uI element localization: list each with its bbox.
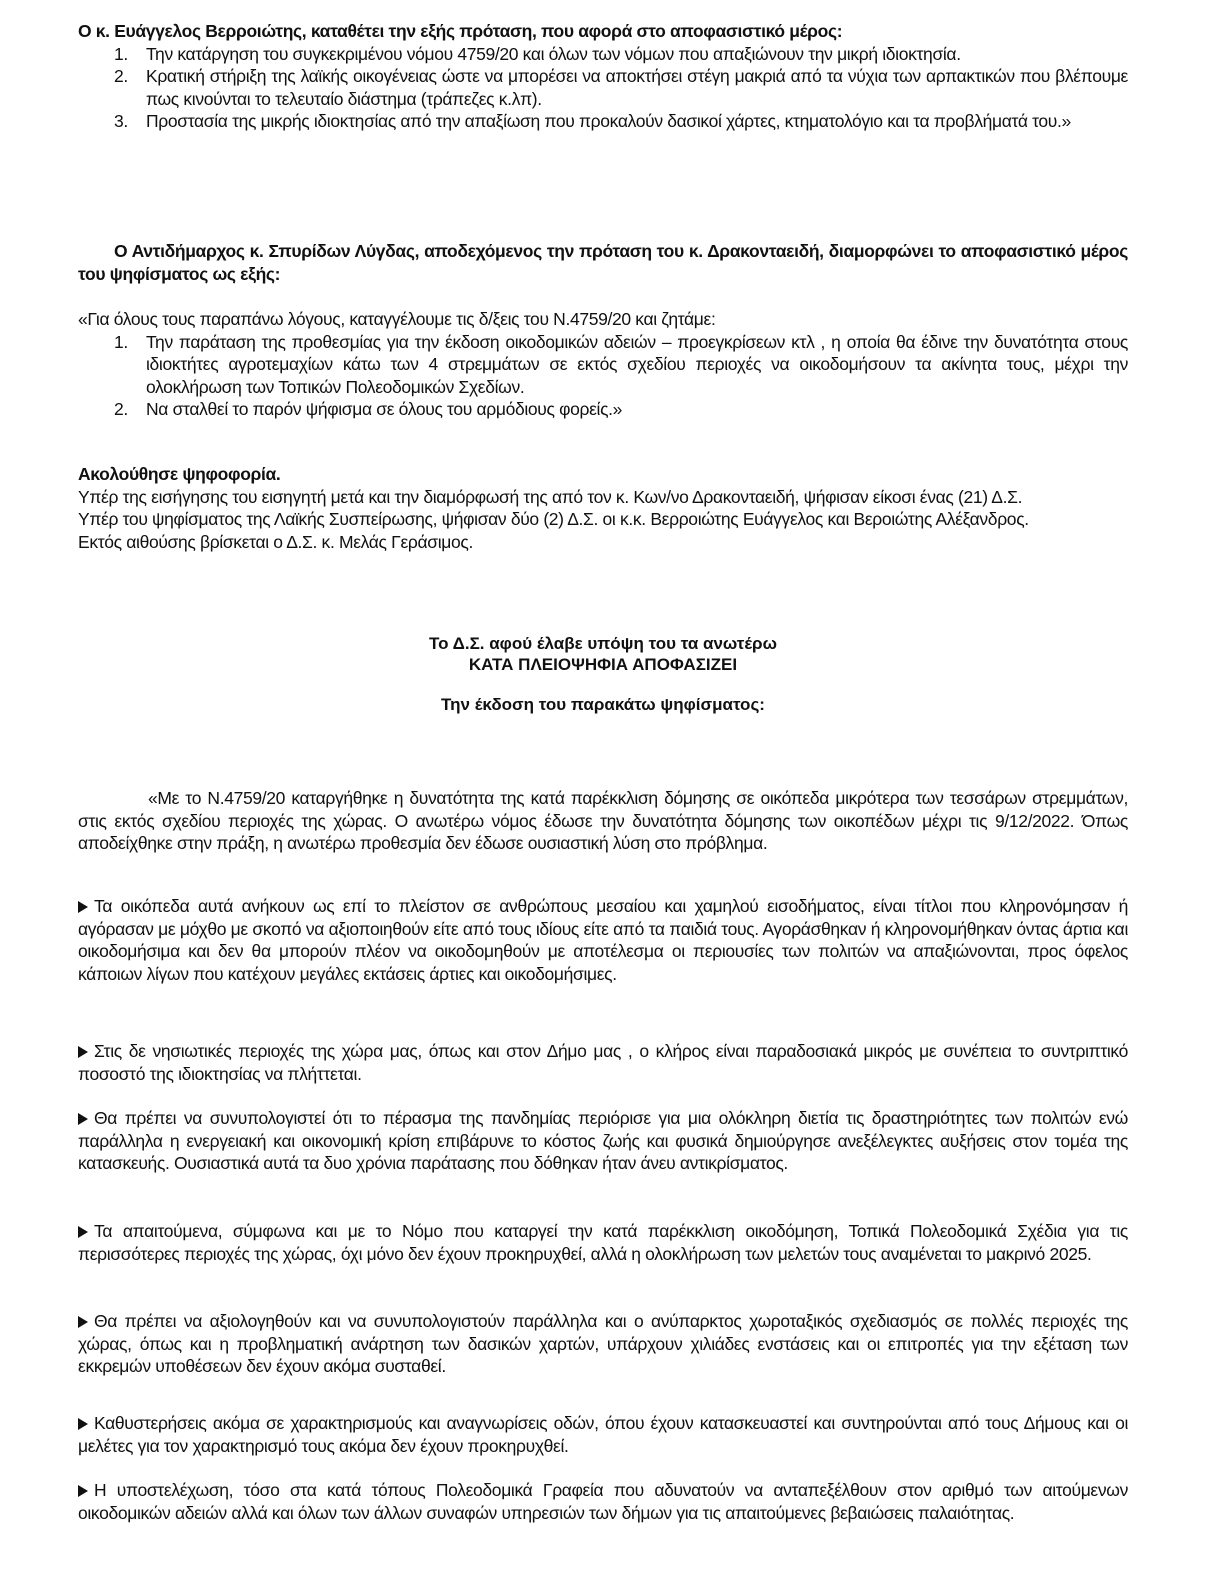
decision-line: Το Δ.Σ. αφού έλαβε υπόψη του τα ανωτέρω (429, 634, 777, 653)
list-item: 2. Κρατική στήριξη της λαϊκής οικογένειας ώστε να μπορέσει να αποκτήσει στέγη μακριά από τα νύχια των αρπακτικών που βλέπουμε πως κινούνται το τελευταίο διάστημα (τράπεζες κ.λπ). (114, 66, 1128, 109)
bullet-paragraph: Θα πρέπει να αξιολογηθούν και να συνυπολογιστούν παράλληλα και ο ανύπαρκτος χωροταξικός σχεδιασμός σε πολλές περιοχές της χώρας, όπως και η προβληματική ανάρτηση των δασικών χαρτών, υπάρχουν χιλιάδες ενστάσεις και οι επιτροπές για την εξέταση των εκκρεμών υποθέσεων δεν έχουν ακόμα συσταθεί. (78, 1311, 1128, 1376)
list-item: 1. Την κατάργηση του συγκεκριμένου νόμου 4759/20 και όλων των νόμων που απαξιώνουν την μικρή ιδιοκτησία. (114, 43, 961, 64)
vote-heading: Ακολούθησε ψηφοφορία. (78, 464, 281, 484)
list-item: 1. Την παράταση της προθεσμίας για την έκδοση οικοδομικών αδειών – προεγκρίσεων κτλ , η οποία θα έδινε την δυνατότητα στους ιδιοκτήτες αγροτεμαχίων κάτω των 4 στρεμμάτων σε εκτός σχεδίου περιοχές να οικοδομήσουν τα ακίνητα τους, μέχρι την ολοκλήρωση των Τοπικών Πολεοδομικών Σχεδίων. (114, 331, 1128, 397)
triangle-bullet-icon (78, 1046, 88, 1058)
vote-line: Υπέρ του ψηφίσματος της Λαϊκής Συσπείρωσης, ψήφισαν δύο (2) Δ.Σ. οι κ.κ. Βερροιώτης Ευάγγελος και Βεροιώτης Αλέξανδρος. (78, 509, 1029, 529)
bullet-paragraph: Θα πρέπει να συνυπολογιστεί ότι το πέρασμα της πανδημίας περιόρισε για μια ολόκληρη διετία τις δραστηριότητες των πολιτών ενώ παράλληλα η ενεργειακή και οικονομική κρίση επιβάρυνε το κόστος ζωής και φυσικά δημιούργησε ανεξέλεγκτες αυξήσεις στον τομέα της κατασκευής. Ουσιαστικά αυτά τα δυο χρόνια παράτασης που δόθηκαν ήταν άνευ αντικρίσματος. (78, 1108, 1128, 1173)
bullet-paragraph: Τα απαιτούμενα, σύμφωνα και με το Νόμο που καταργεί την κατά παρέκκλιση οικοδόμηση, Τοπικά Πολεοδομικά Σχέδια για τις περισσότερες περιοχές της χώρας, όχι μόνο δεν έχουν προκηρυχθεί, αλλά η ολοκλήρωση των μελετών τους αναμένεται το μακρινό 2025. (78, 1221, 1128, 1264)
deputy-mayor-section (78, 240, 1128, 421)
resolution-body (78, 787, 1128, 855)
proposal-heading: Ο κ. Ευάγγελος Βερροιώτης, καταθέτει την εξής πρόταση, που αφορά στο αποφασιστικό μέρος: (78, 21, 843, 41)
triangle-bullet-icon (78, 1485, 88, 1497)
resolution-paragraph: «Με το Ν.4759/20 καταργήθηκε η δυνατότητα της κατά παρέκκλιση δόμησης σε οικόπεδα μικρότερα των τεσσάρων στρεμμάτων, στις εκτός σχεδίου περιοχές της χώρας. Ο ανωτέρω νόμος έδωσε την δυνατότητα δόμησης των οικοπέδων μέχρι τις 9/12/2022. Όπως αποδείχθηκε στην πράξη, η ανωτέρω προθεσμία δεν έδωσε ουσιαστική λύση στο πρόβλημα. (78, 788, 1128, 853)
proposal-section (78, 20, 1128, 133)
proposal-list (78, 43, 1128, 133)
bullet-paragraph: Στις δε νησιωτικές περιοχές της χώρα μας, όπως και στον Δήμο μας , ο κλήρος είναι παραδοσιακά μικρός με συνέπεια το συντριπτικό ποσοστό της ιδιοκτησίας να πλήττεται. (78, 1041, 1128, 1084)
resolution-intro: «Για όλους τους παραπάνω λόγους, καταγγέλουμε τις δ/ξεις του Ν.4759/20 και ζητάμε: (78, 309, 716, 329)
demands-list (78, 331, 1128, 421)
triangle-bullet-icon (78, 1226, 88, 1238)
decision-verdict: ΚΑΤΑ ΠΛΕΙΟΨΗΦΙΑ ΑΠΟΦΑΣΙΖΕΙ (468, 655, 738, 674)
deputy-mayor-heading: Ο Αντιδήμαρχος κ. Σπυρίδων Λύγδας, αποδεχόμενος την πρόταση του κ. Δρακονταειδή, διαμορφώνει το αποφασιστικό μέρος του ψηφίσματος ως εξής: (78, 241, 1128, 284)
bullet-paragraph: Καθυστερήσεις ακόμα σε χαρακτηρισμούς και αναγνωρίσεις οδών, όπου έχουν κατασκευαστεί και συντηρούνται από τους Δήμους και οι μελέτες για τον χαρακτηρισμό τους ακόμα δεν έχουν προκηρυχθεί. (78, 1413, 1128, 1456)
decision-title: Την έκδοση του παρακάτω ψηφίσματος: (441, 695, 765, 714)
triangle-bullet-icon (78, 1113, 88, 1125)
decision-section (78, 633, 1128, 715)
list-item: 2. Να σταλθεί το παρόν ψήφισμα σε όλους του αρμόδιους φορείς.» (114, 399, 623, 419)
list-item: 3. Προστασία της μικρής ιδιοκτησίας από την απαξίωση που προκαλούν δασικοί χάρτες, κτηματολόγιο και τα προβλήματά του.» (114, 111, 1071, 131)
bullet-paragraph: Η υποστελέχωση, τόσο στα κατά τόπους Πολεοδομικά Γραφεία που αδυνατούν να ανταπεξέλθουν στον αριθμό των αιτούμενων οικοδομικών αδειών αλλά και όλων των άλλων συναφών υπηρεσιών των δήμων για τις απαιτούμενες βεβαιώσεις παλαιότητας. (78, 1480, 1128, 1523)
triangle-bullet-icon (78, 901, 88, 913)
triangle-bullet-icon (78, 1316, 88, 1328)
vote-line: Εκτός αιθούσης βρίσκεται ο Δ.Σ. κ. Μελάς Γεράσιμος. (78, 531, 473, 552)
vote-section (78, 463, 1128, 553)
triangle-bullet-icon (78, 1418, 88, 1430)
vote-line: Υπέρ της εισήγησης του εισηγητή μετά και την διαμόρφωσή της από τον κ. Κων/νο Δρακονταειδή, ψήφισαν είκοσι ένας (21) Δ.Σ. (78, 486, 1023, 507)
bullet-paragraph: Τα οικόπεδα αυτά ανήκουν ως επί το πλείστον σε ανθρώπους μεσαίου και χαμηλού εισοδήματος, είναι τίτλοι που κληρονόμησαν ή αγόρασαν με μόχθο με σκοπό να αξιοποιηθούν είτε από τους ιδίους είτε από τα παιδιά τους. Αγοράσθηκαν ή κληρονομήθηκαν όντας άρτια και οικοδομήσιμα και δεν θα μπορούν πλέον να οικοδομηθούν με αποτέλεσμα οι περιουσίες των πολιτών να απαξιώνονται, προς όφελος κάποιων λίγων που κατέχουν μεγάλες εκτάσεις άρτιες και οικοδομήσιμες. (78, 896, 1128, 984)
